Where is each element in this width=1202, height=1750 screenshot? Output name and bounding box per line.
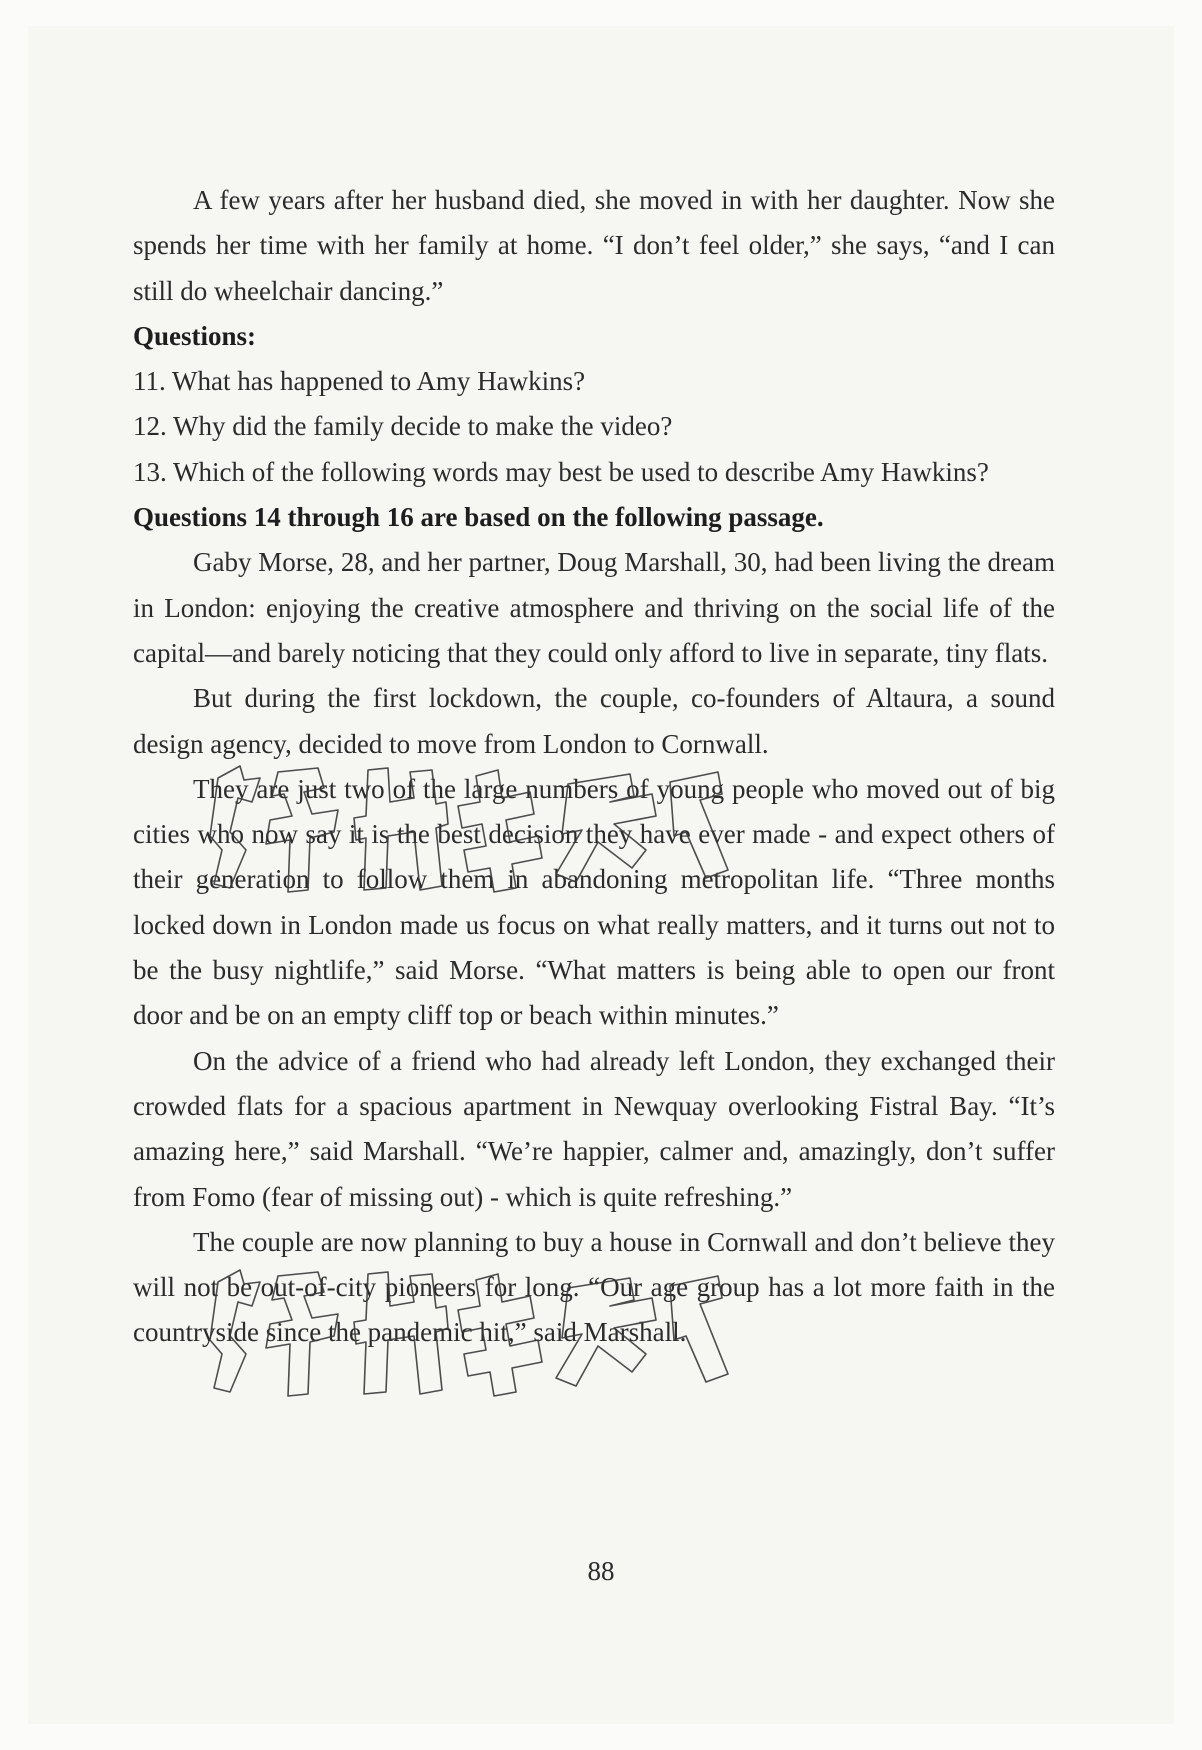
passage-paragraph: But during the first lockdown, the couple, co-founders of Altaura, a sound design agency, decided to move from London to Cornwall. — [133, 683, 1055, 759]
question-item: 12. Why did the family decide to make the video? — [133, 411, 673, 442]
passage-paragraph: They are just two of the large numbers of young people who moved out of big cities who now say it is the best decision they have ever made - and expect others of their generation to follow them in abandoning metropolitan life. “Three months locked down in London made us focus on what really matters, and it turns out not to be the busy nightlife,” said Morse. “What matters is being able to open our front door and be on an empty cliff top or beach within minutes.” — [133, 773, 1055, 1031]
passage-paragraph: Gaby Morse, 28, and her partner, Doug Marshall, 30, had been living the dream in London: enjoying the creative atmosphere and thriving on the social life of the capital—and barely noticing that they could only afford to live in separate, tiny flats. — [133, 547, 1055, 668]
questions-heading: Questions: — [133, 320, 257, 351]
page-body — [133, 178, 1055, 1356]
passage-paragraph: The couple are now planning to buy a house in Cornwall and don’t believe they will not be out-of-city pioneers for long. “Our age group has a lot more faith in the countryside since the pandemic hit,” said Marshall. — [133, 1226, 1055, 1348]
passage-paragraph: On the advice of a friend who had already left London, they exchanged their crowded flats for a spacious apartment in Newquay overlooking Fistral Bay. “It’s amazing here,” said Marshall. “We’re happier, calmer and, amazingly, don’t suffer from Fomo (fear of missing out) - which is quite refreshing.” — [133, 1045, 1055, 1212]
question-item: 13. Which of the following words may best be used to describe Amy Hawkins? — [133, 456, 989, 487]
question-item: 11. What has happened to Amy Hawkins? — [133, 366, 586, 397]
page-number: 88 — [587, 1556, 615, 1586]
passage-paragraph: A few years after her husband died, she moved in with her daughter. Now she spends her time with her family at home. “I don’t feel older,” she says, “and I can still do wheelchair dancing.” — [133, 185, 1055, 306]
section-heading: Questions 14 through 16 are based on the following passage. — [133, 502, 824, 533]
